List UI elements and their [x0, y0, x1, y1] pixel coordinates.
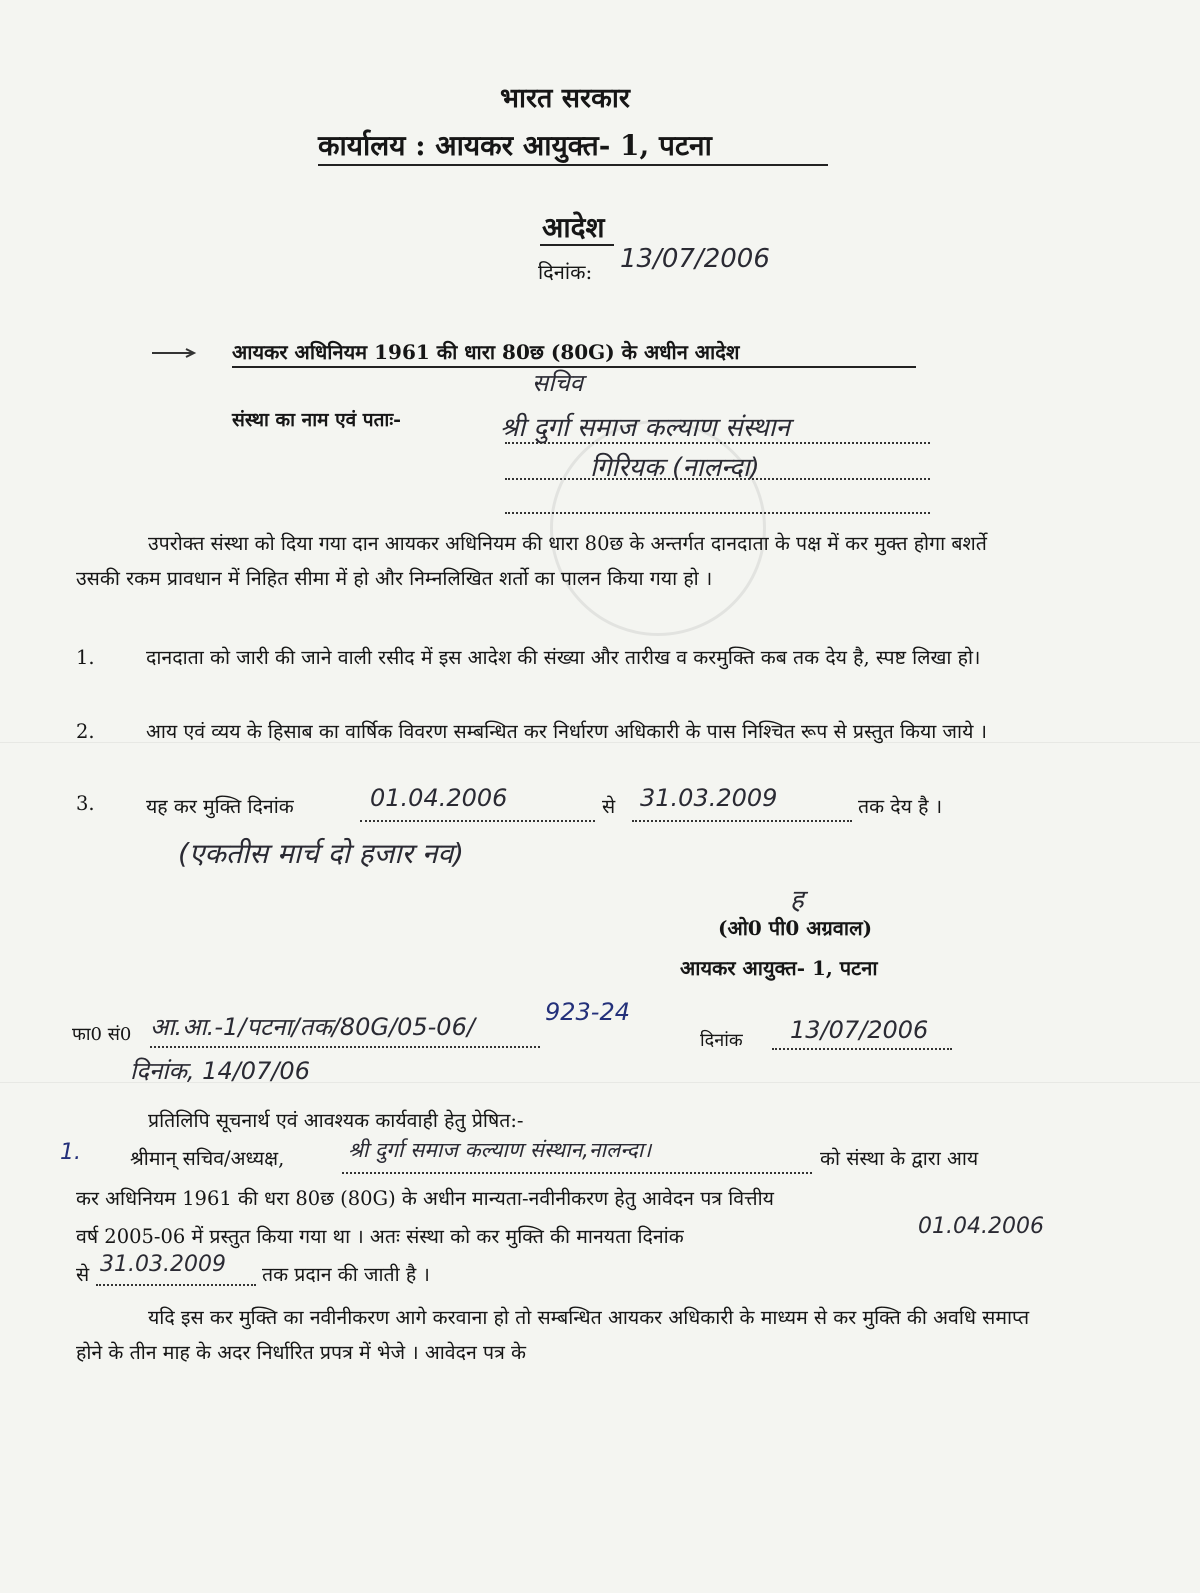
- government-heading: भारत सरकार: [500, 83, 630, 114]
- margin-mark-icon: [150, 347, 200, 359]
- organization-label: संस्था का नाम एवं पताः-: [232, 409, 402, 431]
- condition-text: आय एवं व्यय के हिसाब का वार्षिक विवरण सम्बन्धित कर निर्धारण अधिकारी के पास निश्चित रूप से प्रस्तुत किया जाये ।: [146, 720, 987, 743]
- condition-item: [76, 640, 1036, 710]
- condition-number: 2.: [76, 720, 95, 743]
- copy-line3: वर्ष 2005-06 में प्रस्तुत किया गया था । अतः संस्था को कर मुक्ति की मानयता दिनांक: [76, 1225, 684, 1248]
- order-subject: आयकर अधिनियम 1961 की धारा 80छ (80G) के अधीन आदेश: [232, 340, 740, 364]
- organization-place: गिरियक (नालन्दा): [590, 453, 760, 483]
- dotted-fill-line: [632, 820, 852, 822]
- copy-line1-suffix: को संस्था के द्वारा आय: [820, 1147, 979, 1170]
- file-number: आ.आ.-1/पटना/तक/80G/05-06/: [150, 1013, 475, 1041]
- intro-paragraph: उपरोक्त संस्था को दिया गया दान आयकर अधिनियम की धारा 80छ के अन्तर्गत दानदाता के पक्ष में कर मुक्त होगा बशर्ते उसकी रकम प्रावधान में निहित सीमा में हो और निम्नलिखित शर्तो का पालन किया गया हो ।: [76, 532, 987, 590]
- dotted-fill-line: [342, 1172, 812, 1174]
- validity-number: 3.: [76, 792, 95, 815]
- dotted-fill-line: [96, 1284, 256, 1286]
- validity-to-date: 31.03.2009: [640, 784, 778, 812]
- condition-text: दानदाता को जारी की जाने वाली रसीद में इस आदेश की संख्या और तारीख व करमुक्ति कब तक देय है, स्पष्ट लिखा हो।: [146, 646, 981, 669]
- dotted-fill-line: [505, 442, 930, 444]
- handwritten-secretary: सचिव: [532, 369, 584, 397]
- dotted-fill-line: [772, 1048, 952, 1050]
- copy-line2: कर अधिनियम 1961 की धरा 80छ (80G) के अधीन मान्यता-नवीनीकरण हेतु आवेदन पत्र वित्तीय: [76, 1187, 774, 1210]
- copy-item-number: 1.: [60, 1140, 81, 1165]
- file-serial-number: 923-24: [545, 998, 631, 1026]
- copy-addressee-prefix: श्रीमान् सचिव/अध्यक्ष,: [130, 1147, 285, 1170]
- dotted-fill-line: [150, 1046, 540, 1048]
- condition-item: [76, 714, 1036, 784]
- file-date-label: दिनांक: [700, 1030, 743, 1051]
- dotted-fill-line: [505, 478, 930, 480]
- condition-number: 1.: [76, 646, 95, 669]
- copy-to-date: 31.03.2009: [100, 1252, 226, 1277]
- office-heading: कार्यालय : आयकर आयुक्त- 1, पटना: [318, 129, 712, 162]
- file-date: 13/07/2006: [790, 1016, 929, 1044]
- validity-prefix: यह कर मुक्ति दिनांक: [146, 795, 294, 818]
- signatory-designation: आयकर आयुक्त- 1, पटना: [680, 956, 878, 980]
- file-number-label: फा0 सं0: [72, 1024, 132, 1045]
- order-underline: [540, 244, 614, 246]
- copy-from-date: 01.04.2006: [918, 1214, 1044, 1239]
- copy-line4-prefix: से: [76, 1263, 90, 1286]
- order-date-label: दिनांक:: [538, 260, 593, 284]
- copy-heading: प्रतिलिपि सूचनार्थ एवं आवश्यक कार्यवाही हेतु प्रेषित:-: [148, 1109, 524, 1132]
- organization-name: श्री दुर्गा समाज कल्याण संस्थान: [500, 413, 790, 443]
- copy-addressee-name: श्री दुर्गा समाज कल्याण संस्थान,नालन्दा।: [348, 1138, 652, 1162]
- office-underline: [318, 164, 828, 166]
- signatory-name: (ओ0 पी0 अग्रवाल): [718, 916, 873, 940]
- copy-line4-suffix: तक प्रदान की जाती है ।: [262, 1263, 430, 1286]
- validity-from-date: 01.04.2006: [370, 784, 508, 812]
- renewal-paragraph: यदि इस कर मुक्ति का नवीनीकरण आगे करवाना हो तो सम्बन्धित आयकर अधिकारी के माध्यम से कर मुक्ति की अवधि समाप्त होने के तीन माह के अदर निर्धारित प्रपत्र में भेजे । आवेदन पत्र के: [76, 1306, 1030, 1364]
- validity-in-words: (एकतीस मार्च दो हजार नव): [178, 837, 464, 870]
- validity-middle: से: [602, 795, 616, 818]
- dotted-fill-line: [360, 820, 595, 822]
- dotted-fill-line: [505, 512, 930, 514]
- order-title: आदेश: [542, 211, 605, 244]
- dispatch-date: दिनांक, 14/07/06: [130, 1057, 310, 1085]
- bleed-through-text: [90, 0, 1120, 360]
- signature-initial: ह: [790, 885, 804, 915]
- order-date-handwritten: 13/07/2006: [620, 244, 770, 274]
- validity-suffix: तक देय है ।: [858, 795, 943, 818]
